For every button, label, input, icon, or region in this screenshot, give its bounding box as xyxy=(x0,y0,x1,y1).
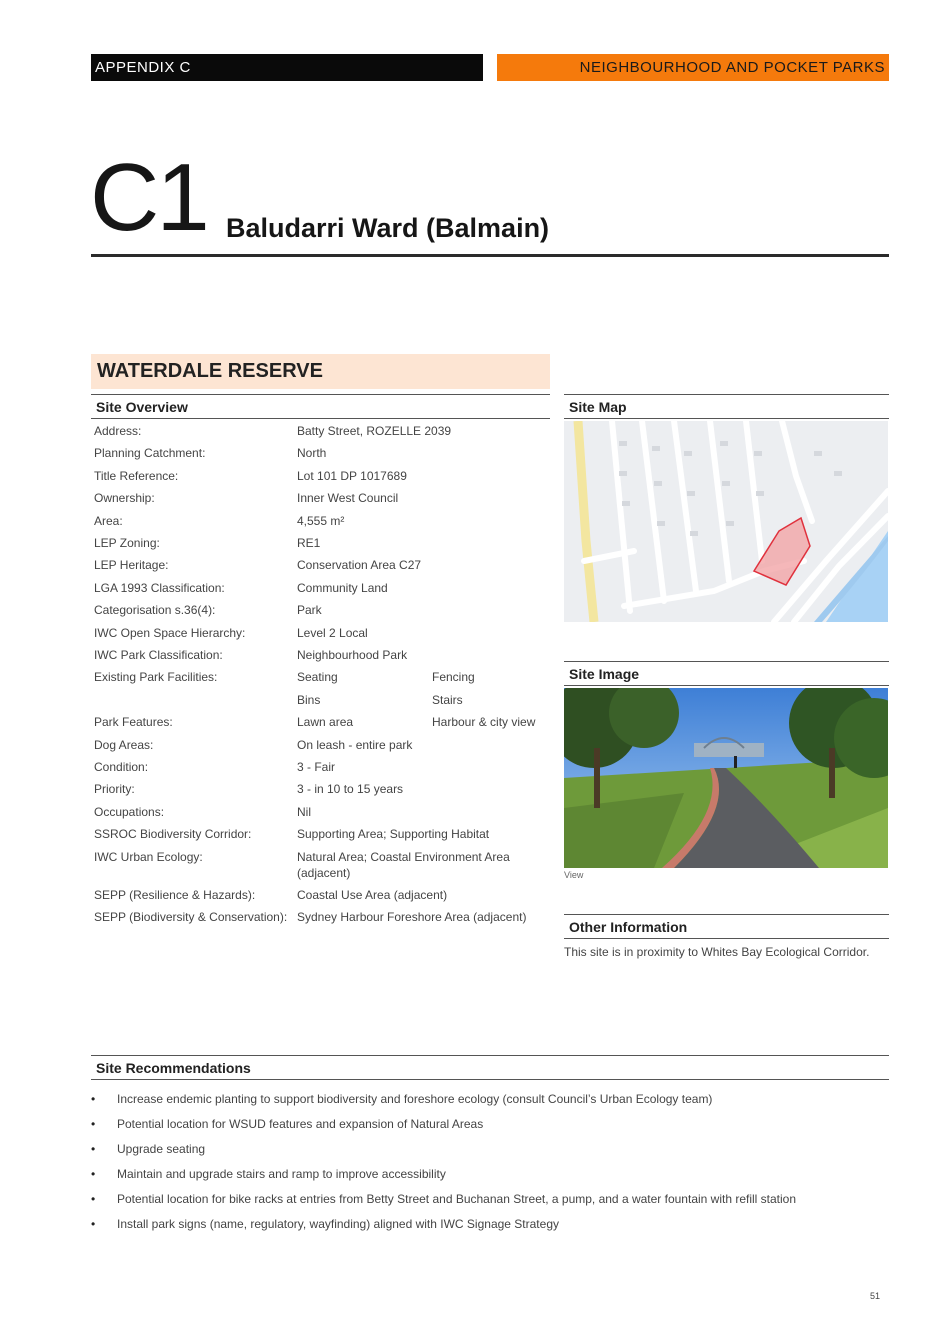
overview-label: IWC Park Classification: xyxy=(94,648,223,662)
overview-value: Neighbourhood Park xyxy=(297,648,408,662)
section-number: C1 xyxy=(90,144,207,251)
overview-value: Coastal Use Area (adjacent) xyxy=(297,888,448,902)
overview-label: Ownership: xyxy=(94,491,155,506)
bullet-icon: • xyxy=(91,1092,96,1106)
overview-value: Bins xyxy=(297,692,321,707)
list-item: • Maintain and upgrade stairs and ramp to improve accessibility xyxy=(91,1167,446,1181)
overview-label: Priority: xyxy=(94,782,135,797)
other-information-text: This site is in proximity to Whites Bay Ecological Corridor. xyxy=(564,945,870,959)
park-name: WATERDALE RESERVE xyxy=(91,354,550,389)
other-information-heading: Other Information xyxy=(564,914,889,939)
overview-label: Condition: xyxy=(94,760,149,774)
section-title: Baludarri Ward (Balmain) xyxy=(226,213,550,243)
overview-value-secondary: Harbour & city view xyxy=(432,715,536,730)
overview-label: LGA 1993 Classification: xyxy=(94,580,225,595)
overview-value: Lawn area xyxy=(297,715,354,730)
site-map xyxy=(564,421,888,622)
site-image-heading: Site Image xyxy=(564,661,889,686)
overview-label: Existing Park Facilities: xyxy=(94,670,218,685)
overview-value: RE1 xyxy=(297,536,321,550)
bullet-icon: • xyxy=(91,1217,96,1231)
list-item: • Increase endemic planting to support biodiversity and foreshore ecology (consult Council’s Urban Ecology team) xyxy=(91,1092,713,1106)
list-item: • Potential location for bike racks at entries from Betty Street and Buchanan Street, a pump, and a water fountain with refill station xyxy=(91,1192,797,1206)
overview-label: Dog Areas: xyxy=(94,737,154,752)
overview-value-continued: (adjacent) xyxy=(297,865,351,880)
overview-value-secondary: Fencing xyxy=(432,670,475,685)
site-photo xyxy=(564,688,888,868)
site-overview-heading: Site Overview xyxy=(91,394,550,419)
overview-label: Area: xyxy=(94,513,123,528)
overview-value: North xyxy=(297,446,327,461)
overview-value: Level 2 Local xyxy=(297,625,368,640)
bullet-icon: • xyxy=(91,1117,96,1131)
bullet-icon: • xyxy=(91,1142,96,1156)
photo-caption: View xyxy=(564,870,584,880)
overview-value: Community Land xyxy=(297,580,388,595)
overview-value: Sydney Harbour Foreshore Area (adjacent) xyxy=(297,910,527,925)
overview-value: 4,555 m² xyxy=(297,513,345,528)
overview-label: LEP Zoning: xyxy=(94,536,160,550)
overview-value: Lot 101 DP 1017689 xyxy=(297,468,407,483)
overview-label: Address: xyxy=(94,424,142,438)
site-map-heading: Site Map xyxy=(564,394,889,419)
page-number: 51 xyxy=(870,1291,881,1301)
overview-label: Planning Catchment: xyxy=(94,446,206,461)
overview-value: Inner West Council xyxy=(297,491,399,506)
list-item: • Install park signs (name, regulatory, wayfinding) aligned with IWC Signage Strategy xyxy=(91,1217,559,1231)
overview-label: SEPP (Resilience & Hazards): xyxy=(94,888,256,902)
list-item: • Upgrade seating xyxy=(91,1142,206,1156)
photo-graphic xyxy=(564,688,888,868)
overview-label: IWC Urban Ecology: xyxy=(94,849,203,864)
map-graphic xyxy=(564,421,888,622)
appendix-label: APPENDIX C xyxy=(91,54,483,81)
bullet-icon: • xyxy=(91,1192,96,1206)
overview-value: Park xyxy=(297,603,322,618)
overview-label: SSROC Biodiversity Corridor: xyxy=(94,827,252,842)
site-recommendations-heading: Site Recommendations xyxy=(91,1055,889,1080)
section-category-label: NEIGHBOURHOOD AND POCKET PARKS xyxy=(497,54,889,81)
overview-value-secondary: Stairs xyxy=(432,692,463,707)
list-item: • Potential location for WSUD features and expansion of Natural Areas xyxy=(91,1117,484,1131)
overview-label: Park Features: xyxy=(94,715,173,730)
overview-value: Supporting Area; Supporting Habitat xyxy=(297,827,490,842)
overview-value: Conservation Area C27 xyxy=(297,558,422,573)
overview-value: 3 - Fair xyxy=(297,760,336,774)
overview-label: IWC Open Space Hierarchy: xyxy=(94,625,246,640)
overview-label: LEP Heritage: xyxy=(94,558,169,573)
overview-value: Natural Area; Coastal Environment Area xyxy=(297,849,510,864)
overview-value: On leash - entire park xyxy=(297,737,413,752)
overview-label: Categorisation s.36(4): xyxy=(94,603,216,618)
overview-value: Nil xyxy=(297,804,311,819)
overview-label: SEPP (Biodiversity & Conservation): xyxy=(94,910,288,925)
recommendations-list xyxy=(91,1090,889,1240)
overview-label: Title Reference: xyxy=(94,468,179,483)
overview-value: 3 - in 10 to 15 years xyxy=(297,782,404,797)
title-divider xyxy=(91,254,889,257)
bullet-icon: • xyxy=(91,1167,96,1181)
overview-value: Batty Street, ROZELLE 2039 xyxy=(297,424,452,438)
overview-value: Seating xyxy=(297,670,338,685)
overview-label: Occupations: xyxy=(94,804,165,819)
